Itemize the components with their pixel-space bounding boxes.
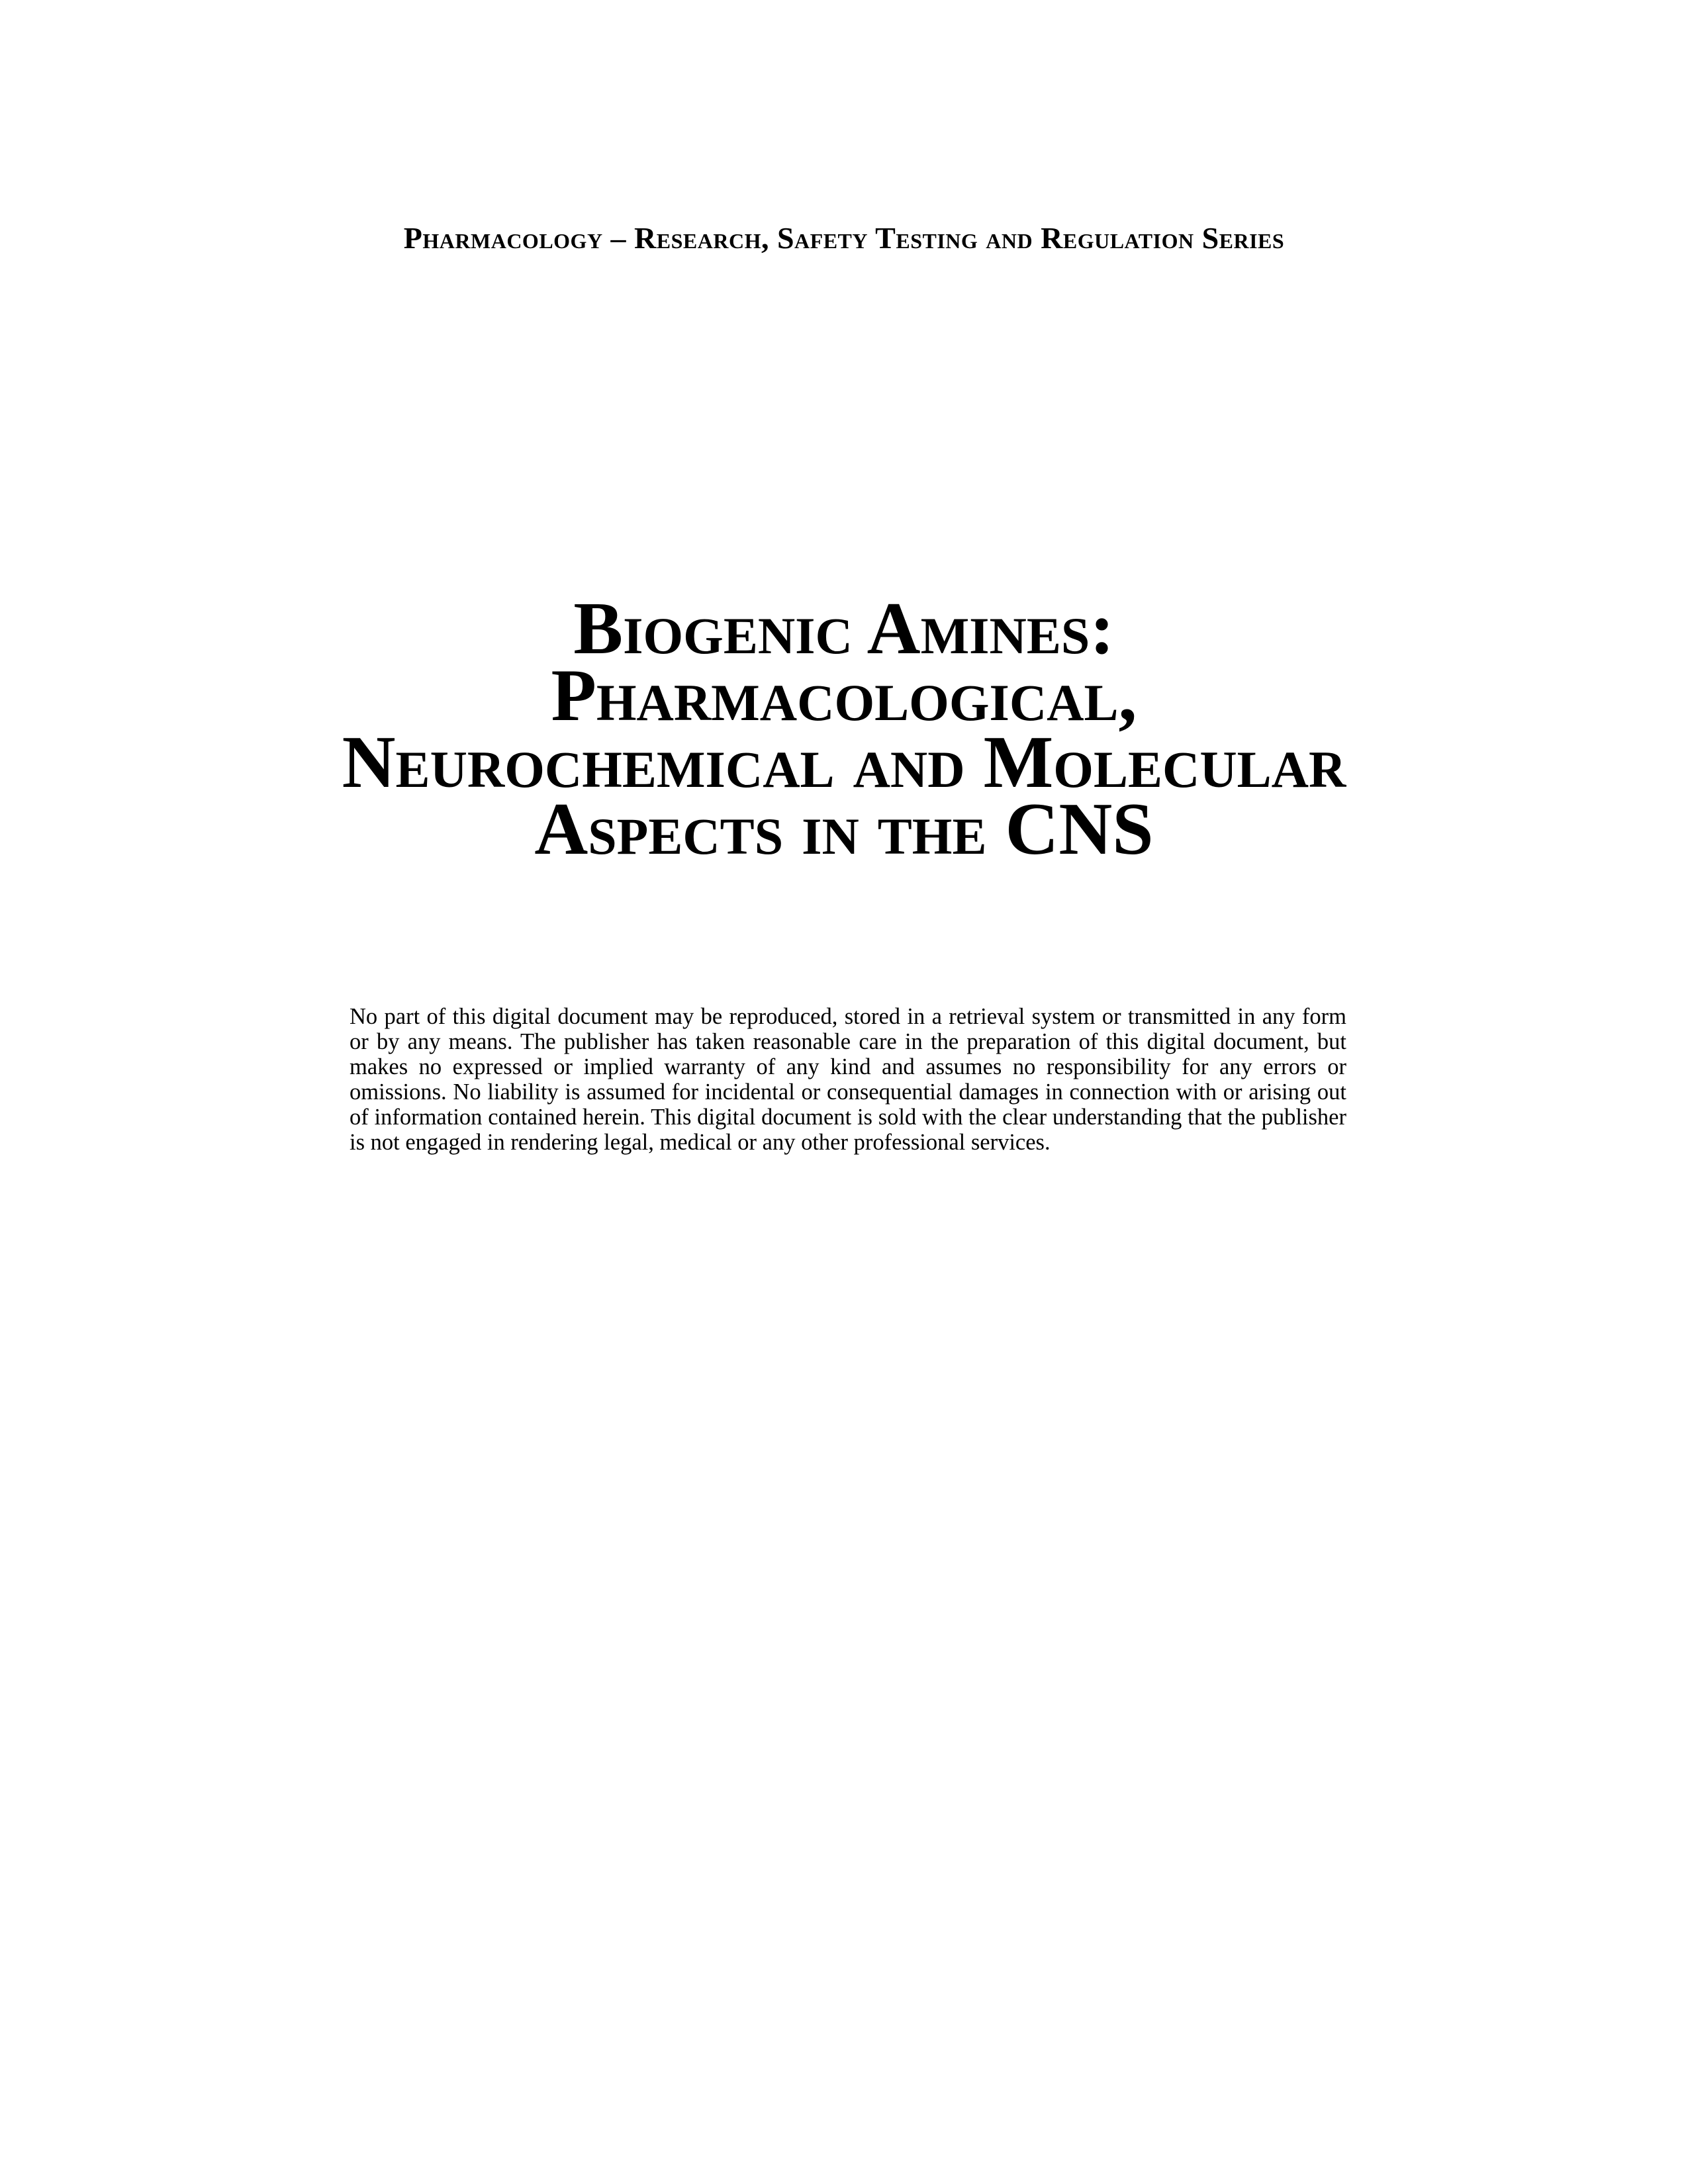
title-line: Aspects in the CNS [534,788,1154,870]
title-line: Neurochemical and Molecular [342,721,1346,803]
copyright-notice: No part of this digital document may be reproduced, stored in a retrieval system or transmitted in any form or by any means. The publisher has taken reasonable care in the preparation of this digital document, but makes no expressed or implied warranty of any kind and assumes no responsibility for any errors or omissions. No liability is assumed for incidental or consequential damages in connection with or arising out of information contained herein. This digital document is sold with the clear understanding that the publisher is not engaged in rendering legal, medical or any other professional services. [350,1003,1346,1155]
title-line: Pharmacological, [551,655,1137,737]
book-title [0,588,1688,870]
title-line: Biogenic Amines: [573,588,1115,670]
series-title: Pharmacology – Research, Safety Testing and Regulation Series [403,221,1285,255]
